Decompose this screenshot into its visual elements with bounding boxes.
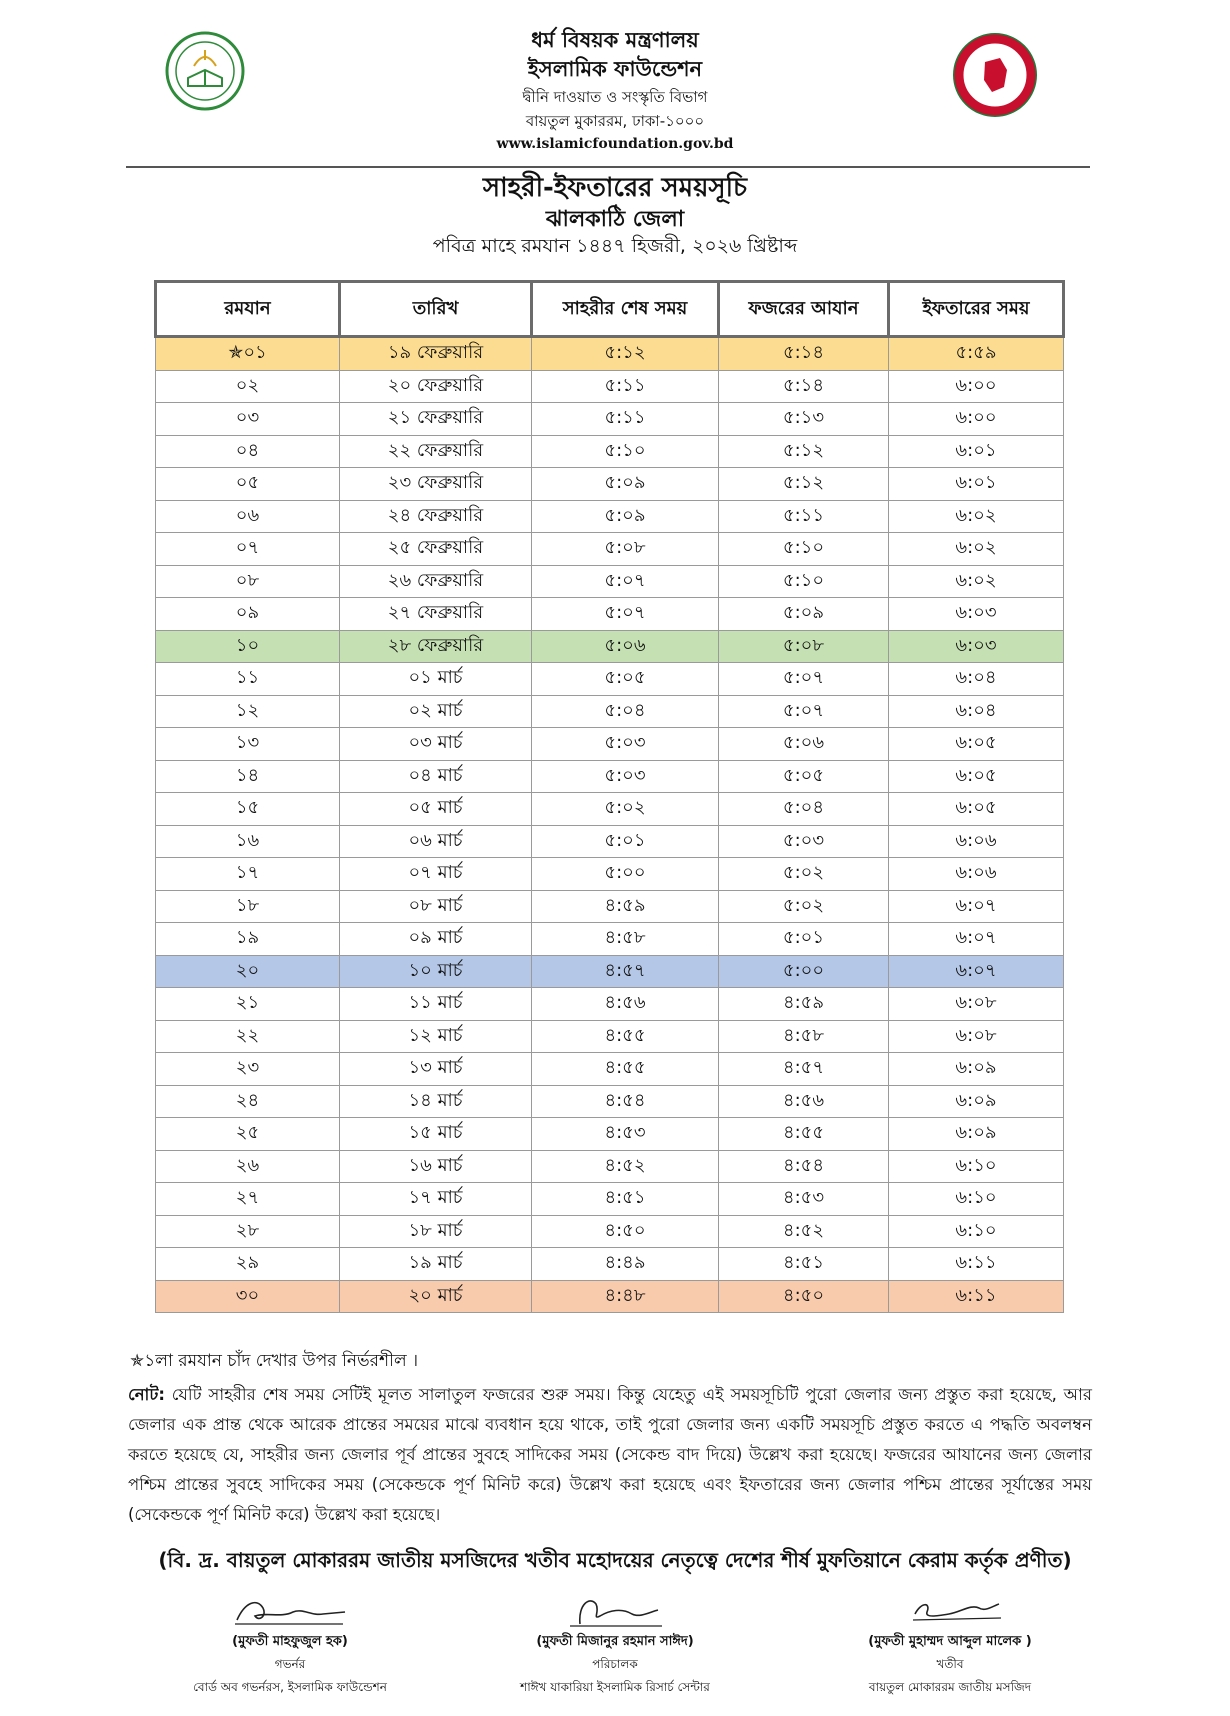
cell-fajr-azan: ৫:০১: [719, 923, 889, 956]
table-row: [156, 1020, 1064, 1053]
cell-fajr-azan: ৪:৫৭: [719, 1053, 889, 1086]
cell-iftar: ৬:০১: [889, 435, 1064, 468]
cell-sahri-end: ৫:১০: [532, 435, 719, 468]
cell-iftar: ৬:০২: [889, 533, 1064, 566]
cell-ramadan: ২৫: [156, 1118, 340, 1151]
table-row: [156, 1053, 1064, 1086]
cell-date: ০৪ মার্চ: [340, 760, 532, 793]
cell-date: ১৯ মার্চ: [340, 1248, 532, 1281]
cell-ramadan: ১৬: [156, 825, 340, 858]
cell-fajr-azan: ৫:০৭: [719, 695, 889, 728]
cell-iftar: ৬:০৮: [889, 988, 1064, 1021]
cell-iftar: ৬:০৯: [889, 1118, 1064, 1151]
cell-iftar: ৬:০৫: [889, 760, 1064, 793]
table-row: [156, 1280, 1064, 1313]
schedule-table: [154, 280, 1065, 1313]
cell-iftar: ৬:০৪: [889, 663, 1064, 696]
col-header-sahri-end: সাহরীর শেষ সময়: [532, 282, 719, 337]
col-header-ramadan: রমযান: [156, 282, 340, 337]
letterhead: [0, 28, 1230, 153]
address: বায়তুল মুকাররম, ঢাকা-১০০০: [525, 112, 705, 131]
cell-ramadan: ২০: [156, 955, 340, 988]
cell-ramadan: ১৮: [156, 890, 340, 923]
cell-date: ১৯ ফেব্রুয়ারি: [340, 337, 532, 371]
cell-fajr-azan: ৫:০২: [719, 890, 889, 923]
cell-sahri-end: ৫:১২: [532, 337, 719, 371]
cell-sahri-end: ৫:০৭: [532, 565, 719, 598]
cell-fajr-azan: ৪:৫৪: [719, 1150, 889, 1183]
cell-date: ০৫ মার্চ: [340, 793, 532, 826]
cell-sahri-end: ৫:০১: [532, 825, 719, 858]
table-row: [156, 793, 1064, 826]
cell-ramadan: ১০: [156, 630, 340, 663]
cell-iftar: ৬:০৬: [889, 825, 1064, 858]
cell-iftar: ৬:০৭: [889, 890, 1064, 923]
note-paragraph: [128, 1380, 1092, 1530]
cell-iftar: ৬:০৬: [889, 858, 1064, 891]
cell-fajr-azan: ৫:১১: [719, 500, 889, 533]
signatory-role: খতীব: [936, 1657, 964, 1671]
cell-ramadan: ২৪: [156, 1085, 340, 1118]
cell-date: ০৩ মার্চ: [340, 728, 532, 761]
cell-ramadan: ২৭: [156, 1183, 340, 1216]
signatory-role: গভর্নর: [274, 1657, 306, 1671]
cell-ramadan: ১২: [156, 695, 340, 728]
table-row: [156, 728, 1064, 761]
schedule-title-block: [0, 172, 1230, 259]
cell-ramadan: ০৩: [156, 403, 340, 436]
signature-1: [215, 1594, 365, 1628]
signatory-3: [800, 1594, 1100, 1699]
table-body: [156, 337, 1064, 1313]
cell-ramadan: ০৫: [156, 468, 340, 501]
header-divider: [126, 166, 1090, 168]
table-row: [156, 923, 1064, 956]
signature-2: [540, 1594, 690, 1628]
moon-sighting-footnote: ✯১লা রমযান চাঁদ দেখার উপর নির্ভরশীল ।: [130, 1351, 419, 1371]
foundation-name: ইসলামিক ফাউন্ডেশন: [527, 57, 703, 82]
cell-date: ২০ মার্চ: [340, 1280, 532, 1313]
table-row: [156, 403, 1064, 436]
col-header-iftar: ইফতারের সময়: [889, 282, 1064, 337]
cell-sahri-end: ৫:০০: [532, 858, 719, 891]
cell-ramadan: ৩০: [156, 1280, 340, 1313]
cell-iftar: ৬:১১: [889, 1280, 1064, 1313]
cell-sahri-end: ৪:৫৬: [532, 988, 719, 1021]
signatory-name: (মুফতী মিজানুর রহমান সাঈদ): [536, 1634, 694, 1649]
cell-date: ২৮ ফেব্রুয়ারি: [340, 630, 532, 663]
cell-date: ০৬ মার্চ: [340, 825, 532, 858]
cell-iftar: ৬:০০: [889, 403, 1064, 436]
table-header-row: [156, 282, 1064, 337]
cell-date: ২৫ ফেব্রুয়ারি: [340, 533, 532, 566]
cell-iftar: ৬:০৫: [889, 728, 1064, 761]
signatory-1: [140, 1594, 440, 1699]
cell-ramadan: ২৯: [156, 1248, 340, 1281]
note-text: যেটি সাহরীর শেষ সময় সেটিই মূলত সালাতুল ফজরের শুরু সময়। কিন্তু যেহেতু এই সময়সূচিটি পুরো জেলার জন্য প্রস্তুত করা হয়েছে, আর জেলার এক প্রান্ত থেকে আরেক প্রান্তের সময়ের মাঝে ব্যবধান হয়ে থাকে, তাই পুরো জেলার জন্য একটি সময়সূচি প্রস্তুত করতে এ পদ্ধতি অবলম্বন করতে হয়েছে যে, সাহরীর জন্য জেলার পূর্ব প্রান্তের সুবহে সাদিকের সময় (সেকেন্ড বাদ দিয়ে) উল্লেখ করা হয়েছে। ফজরের আযানের জন্য জেলার পশ্চিম প্রান্তের সুবহে সাদিকের সময় (সেকেন্ডকে পূর্ণ মিনিট করে) উল্লেখ করা হয়েছে এবং ইফতারের জন্য জেলার পশ্চিম প্রান্তের সূর্যাস্তের সময় (সেকেন্ডকে পূর্ণ মিনিট করে) উল্লেখ করা হয়েছে।: [128, 1385, 1092, 1524]
cell-sahri-end: ৫:০৪: [532, 695, 719, 728]
cell-sahri-end: ৫:০২: [532, 793, 719, 826]
cell-ramadan: ২৮: [156, 1215, 340, 1248]
cell-ramadan: ১৯: [156, 923, 340, 956]
table-row: [156, 955, 1064, 988]
cell-fajr-azan: ৫:০৫: [719, 760, 889, 793]
cell-iftar: ৬:১০: [889, 1215, 1064, 1248]
cell-date: ২৪ ফেব্রুয়ারি: [340, 500, 532, 533]
table-row: [156, 988, 1064, 1021]
cell-fajr-azan: ৫:০৩: [719, 825, 889, 858]
table-row: [156, 468, 1064, 501]
table-row: [156, 858, 1064, 891]
cell-sahri-end: ৪:৫১: [532, 1183, 719, 1216]
cell-fajr-azan: ৫:১২: [719, 435, 889, 468]
cell-fajr-azan: ৫:১৪: [719, 337, 889, 371]
cell-date: ০২ মার্চ: [340, 695, 532, 728]
cell-date: ০৭ মার্চ: [340, 858, 532, 891]
cell-sahri-end: ৪:৫৫: [532, 1053, 719, 1086]
cell-fajr-azan: ৫:১২: [719, 468, 889, 501]
cell-sahri-end: ৫:০৮: [532, 533, 719, 566]
cell-iftar: ৬:০৭: [889, 955, 1064, 988]
cell-sahri-end: ৪:৪৮: [532, 1280, 719, 1313]
cell-fajr-azan: ৪:৫১: [719, 1248, 889, 1281]
cell-sahri-end: ৪:৫২: [532, 1150, 719, 1183]
cell-fajr-azan: ৪:৫০: [719, 1280, 889, 1313]
cell-date: ১৫ মার্চ: [340, 1118, 532, 1151]
table-row: [156, 663, 1064, 696]
cell-sahri-end: ৪:৫৭: [532, 955, 719, 988]
cell-ramadan: ১৫: [156, 793, 340, 826]
table-row: [156, 435, 1064, 468]
cell-sahri-end: ৫:০৩: [532, 760, 719, 793]
signatory-org: শাঈখ যাকারিয়া ইসলামিক রিসার্চ সেন্টার: [520, 1680, 710, 1694]
cell-ramadan: ২১: [156, 988, 340, 1021]
cell-fajr-azan: ৫:০৪: [719, 793, 889, 826]
table-row: [156, 1215, 1064, 1248]
cell-iftar: ৬:০৪: [889, 695, 1064, 728]
cell-sahri-end: ৫:০৩: [532, 728, 719, 761]
table-row: [156, 533, 1064, 566]
cell-date: ০৮ মার্চ: [340, 890, 532, 923]
signatory-org: বায়তুল মোকাররম জাতীয় মসজিদ: [868, 1680, 1032, 1694]
cell-fajr-azan: ৪:৫৩: [719, 1183, 889, 1216]
table-row: [156, 890, 1064, 923]
cell-date: ২৬ ফেব্রুয়ারি: [340, 565, 532, 598]
cell-iftar: ৬:০৯: [889, 1053, 1064, 1086]
cell-iftar: ৬:০১: [889, 468, 1064, 501]
signatory-name: (মুফতী মাহফুজুল হক): [232, 1634, 348, 1649]
signatory-2: [465, 1594, 765, 1699]
cell-date: ২০ ফেব্রুয়ারি: [340, 370, 532, 403]
cell-ramadan: ১৩: [156, 728, 340, 761]
table-row: [156, 825, 1064, 858]
cell-ramadan: ১৪: [156, 760, 340, 793]
cell-date: ১০ মার্চ: [340, 955, 532, 988]
cell-fajr-azan: ৫:০০: [719, 955, 889, 988]
schedule-title: সাহরী-ইফতারের সময়সূচি: [482, 173, 748, 203]
cell-fajr-azan: ৪:৫৮: [719, 1020, 889, 1053]
table-row: [156, 1118, 1064, 1151]
table-row: [156, 695, 1064, 728]
cell-iftar: ৬:০৫: [889, 793, 1064, 826]
cell-sahri-end: ৫:০৭: [532, 598, 719, 631]
cell-sahri-end: ৪:৫৮: [532, 923, 719, 956]
cell-sahri-end: ৪:৪৯: [532, 1248, 719, 1281]
cell-date: ২৩ ফেব্রুয়ারি: [340, 468, 532, 501]
cell-sahri-end: ৫:০৯: [532, 468, 719, 501]
cell-date: ২৭ ফেব্রুয়ারি: [340, 598, 532, 631]
cell-ramadan: ০২: [156, 370, 340, 403]
cell-sahri-end: ৪:৫৯: [532, 890, 719, 923]
table-row: [156, 760, 1064, 793]
cell-date: ০৯ মার্চ: [340, 923, 532, 956]
cell-date: ১৮ মার্চ: [340, 1215, 532, 1248]
cell-date: ১১ মার্চ: [340, 988, 532, 1021]
cell-iftar: ৬:০৩: [889, 630, 1064, 663]
cell-date: ১২ মার্চ: [340, 1020, 532, 1053]
cell-fajr-azan: ৫:১৩: [719, 403, 889, 436]
cell-date: ১৭ মার্চ: [340, 1183, 532, 1216]
table-row: [156, 598, 1064, 631]
cell-ramadan: ১১: [156, 663, 340, 696]
cell-iftar: ৬:০০: [889, 370, 1064, 403]
cell-iftar: ৬:০৮: [889, 1020, 1064, 1053]
cell-fajr-azan: ৫:০৬: [719, 728, 889, 761]
cell-ramadan: ✯০১: [156, 337, 340, 371]
cell-date: ১৩ মার্চ: [340, 1053, 532, 1086]
table-row: [156, 1150, 1064, 1183]
signatory-role: পরিচালক: [592, 1657, 638, 1671]
department-name: দ্বীনি দাওয়াত ও সংস্কৃতি বিভাগ: [522, 88, 708, 107]
cell-sahri-end: ৫:০৯: [532, 500, 719, 533]
table-row: [156, 630, 1064, 663]
cell-iftar: ৫:৫৯: [889, 337, 1064, 371]
period-line: পবিত্র মাহে রমযান ১৪৪৭ হিজরী, ২০২৬ খ্রিষ্টাব্দ: [432, 235, 798, 258]
cell-ramadan: ০৭: [156, 533, 340, 566]
col-header-date: তারিখ: [340, 282, 532, 337]
table-row: [156, 565, 1064, 598]
cell-ramadan: ২৩: [156, 1053, 340, 1086]
cell-iftar: ৬:০৩: [889, 598, 1064, 631]
cell-sahri-end: ৫:০৫: [532, 663, 719, 696]
cell-ramadan: ০৬: [156, 500, 340, 533]
table-row: [156, 337, 1064, 371]
district-name: ঝালকাঠি জেলা: [545, 206, 685, 232]
cell-sahri-end: ৪:৫৪: [532, 1085, 719, 1118]
ministry-name: ধর্ম বিষয়ক মন্ত্রণালয়: [531, 28, 699, 52]
table-row: [156, 1248, 1064, 1281]
col-header-fajr-azan: ফজরের আযান: [719, 282, 889, 337]
cell-fajr-azan: ৪:৫৫: [719, 1118, 889, 1151]
cell-fajr-azan: ৫:১০: [719, 533, 889, 566]
cell-ramadan: ২২: [156, 1020, 340, 1053]
cell-iftar: ৬:০৯: [889, 1085, 1064, 1118]
cell-iftar: ৬:০২: [889, 565, 1064, 598]
cell-date: ২১ ফেব্রুয়ারি: [340, 403, 532, 436]
signatory-name: (মুফতী মুহাম্মদ আব্দুল মালেক ): [868, 1634, 1032, 1649]
note-label: নোট:: [128, 1385, 165, 1404]
prepared-by-line: (বি. দ্র. বায়তুল মোকাররম জাতীয় মসজিদের খতীব মহোদয়ের নেতৃত্বে দেশের শীর্ষ মুফতিয়ানে কেরাম কর্তৃক প্রণীত): [158, 1548, 1072, 1572]
cell-fajr-azan: ৪:৫৬: [719, 1085, 889, 1118]
cell-fajr-azan: ৫:১৪: [719, 370, 889, 403]
cell-date: ২২ ফেব্রুয়ারি: [340, 435, 532, 468]
cell-sahri-end: ৪:৫৫: [532, 1020, 719, 1053]
cell-iftar: ৬:১১: [889, 1248, 1064, 1281]
cell-sahri-end: ৪:৫০: [532, 1215, 719, 1248]
table-row: [156, 500, 1064, 533]
cell-iftar: ৬:০৭: [889, 923, 1064, 956]
table-row: [156, 1085, 1064, 1118]
website: www.islamicfoundation.gov.bd: [496, 136, 734, 153]
cell-fajr-azan: ৫:০৭: [719, 663, 889, 696]
signatory-org: বোর্ড অব গভর্নরস, ইসলামিক ফাউন্ডেশন: [193, 1680, 387, 1694]
cell-fajr-azan: ৫:০৮: [719, 630, 889, 663]
cell-sahri-end: ৫:১১: [532, 403, 719, 436]
cell-ramadan: ১৭: [156, 858, 340, 891]
cell-sahri-end: ৪:৫৩: [532, 1118, 719, 1151]
cell-ramadan: ২৬: [156, 1150, 340, 1183]
cell-date: ০১ মার্চ: [340, 663, 532, 696]
cell-date: ১৬ মার্চ: [340, 1150, 532, 1183]
cell-iftar: ৬:১০: [889, 1183, 1064, 1216]
cell-fajr-azan: ৪:৫৯: [719, 988, 889, 1021]
cell-date: ১৪ মার্চ: [340, 1085, 532, 1118]
cell-fajr-azan: ৪:৫২: [719, 1215, 889, 1248]
cell-iftar: ৬:১০: [889, 1150, 1064, 1183]
cell-sahri-end: ৫:১১: [532, 370, 719, 403]
table-row: [156, 370, 1064, 403]
cell-fajr-azan: ৫:১০: [719, 565, 889, 598]
cell-ramadan: ০৯: [156, 598, 340, 631]
cell-fajr-azan: ৫:০২: [719, 858, 889, 891]
cell-ramadan: ০৪: [156, 435, 340, 468]
cell-sahri-end: ৫:০৬: [532, 630, 719, 663]
signature-3: [875, 1594, 1025, 1628]
table-row: [156, 1183, 1064, 1216]
cell-fajr-azan: ৫:০৯: [719, 598, 889, 631]
cell-ramadan: ০৮: [156, 565, 340, 598]
cell-iftar: ৬:০২: [889, 500, 1064, 533]
